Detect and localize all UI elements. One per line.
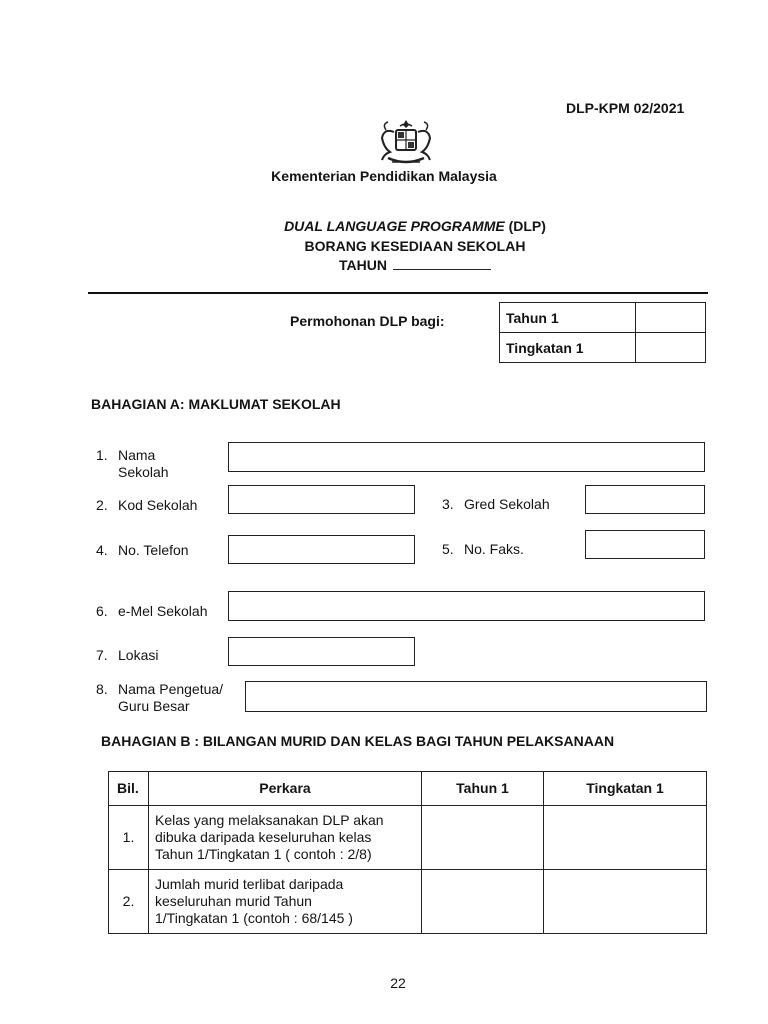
school-code-input[interactable]	[228, 485, 415, 514]
programme-abbrev: (DLP)	[504, 218, 546, 234]
field-label-school-grade: 3. Gred Sekolah	[442, 496, 550, 512]
programme-name: DUAL LANGUAGE PROGRAMME	[284, 218, 505, 234]
location-input[interactable]	[228, 637, 415, 666]
phone-input[interactable]	[228, 535, 415, 564]
option-tingkatan-1-label: Tingkatan 1	[500, 333, 636, 363]
application-label: Permohonan DLP bagi:	[290, 313, 445, 329]
malaysia-coat-of-arms-icon	[372, 118, 440, 168]
header-divider	[88, 292, 708, 294]
document-code: DLP-KPM 02/2021	[566, 100, 685, 116]
form-title	[0, 218, 768, 234]
field-label-school-name: 1. Nama Sekolah	[96, 447, 169, 480]
tahun-1-classes-cell[interactable]	[422, 806, 544, 870]
field-label-fax: 5. No. Faks.	[442, 541, 524, 557]
table-header-row	[109, 772, 707, 806]
principal-name-input[interactable]	[245, 681, 707, 712]
year-input-blank[interactable]	[393, 257, 491, 270]
col-header-bil: Bil.	[109, 772, 149, 806]
tingkatan-1-students-cell[interactable]	[544, 870, 707, 934]
school-grade-input[interactable]	[585, 485, 705, 514]
table-row	[109, 806, 707, 870]
row-description: Jumlah murid terlibat daripada keseluruhan murid Tahun 1/Tingkatan 1 (contoh : 68/145 )	[149, 870, 422, 934]
row-number: 2.	[109, 870, 149, 934]
field-label-principal-name: 8. Nama Pengetua/ Guru Besar	[96, 681, 224, 714]
ministry-name: Kementerian Pendidikan Malaysia	[271, 168, 497, 184]
field-label-location: 7. Lokasi	[96, 647, 159, 663]
page-number: 22	[390, 975, 406, 991]
option-tingkatan-1-checkbox[interactable]	[636, 333, 706, 363]
email-input[interactable]	[228, 591, 705, 621]
row-number: 1.	[109, 806, 149, 870]
field-label-phone: 4. No. Telefon	[96, 542, 189, 558]
col-header-tahun-1: Tahun 1	[422, 772, 544, 806]
year-label: TAHUN	[339, 257, 387, 273]
table-row	[109, 870, 707, 934]
section-a-heading: BAHAGIAN A: MAKLUMAT SEKOLAH	[91, 396, 341, 412]
form-subtitle: BORANG KESEDIAAN SEKOLAH	[304, 238, 526, 254]
option-tahun-1-label: Tahun 1	[500, 303, 636, 333]
option-tahun-1-checkbox[interactable]	[636, 303, 706, 333]
application-options-table	[499, 302, 706, 363]
tingkatan-1-classes-cell[interactable]	[544, 806, 707, 870]
field-label-email: 6. e-Mel Sekolah	[96, 603, 208, 619]
section-b-table	[108, 771, 707, 934]
fax-input[interactable]	[585, 530, 705, 559]
tahun-1-students-cell[interactable]	[422, 870, 544, 934]
form-year-line	[0, 257, 768, 273]
col-header-tingkatan-1: Tingkatan 1	[544, 772, 707, 806]
field-label-school-code: 2. Kod Sekolah	[96, 497, 198, 513]
col-header-perkara: Perkara	[149, 772, 422, 806]
section-b-heading: BAHAGIAN B : BILANGAN MURID DAN KELAS BAGI TAHUN PELAKSANAAN	[101, 733, 615, 749]
row-description: Kelas yang melaksanakan DLP akan dibuka daripada keseluruhan kelas Tahun 1/Tingkatan 1 ( contoh : 2/8)	[149, 806, 422, 870]
school-name-input[interactable]	[228, 442, 705, 472]
